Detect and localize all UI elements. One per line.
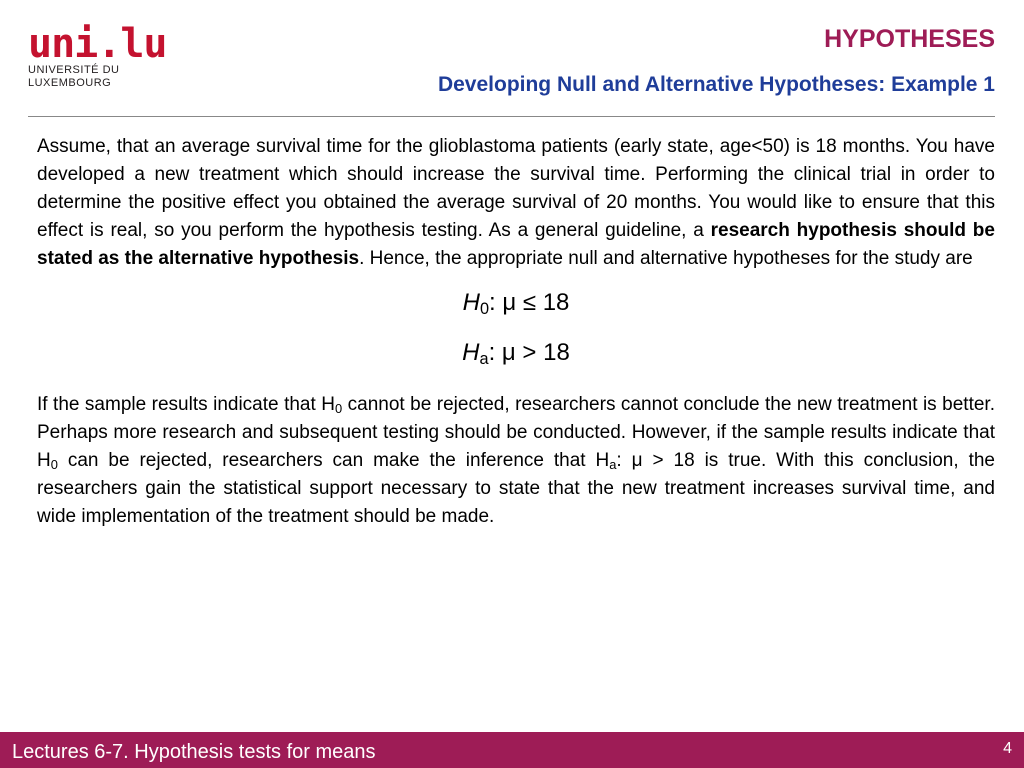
conclusion-text-2: cannot be rejected, researchers cannot conclude the new treatment is better. Perhaps more research and subsequent testing should be conducted. However, if the sample results indicate that H [37, 394, 995, 471]
alternative-hypothesis-formula [37, 337, 995, 369]
slide-content [37, 133, 995, 531]
intro-paragraph [37, 133, 995, 273]
page-number: 4 [1003, 740, 1012, 757]
null-hypothesis-subscript: 0 [479, 300, 490, 319]
conclusion-subscript-2: 0 [50, 457, 58, 473]
conclusion-text-1: If the sample results indicate that H [37, 394, 335, 415]
university-logo [28, 21, 167, 90]
logo-text-line-1: UNIVERSITÉ DU [28, 64, 120, 76]
conclusion-text-4: : μ > 18 is true. With this conclusion, the researchers gain the statistical support necessary to state that the new treatment increases survival time, and wide implementation of the treatment should be made. [37, 450, 995, 527]
slide-title: HYPOTHESES [824, 25, 995, 53]
intro-text-start: Assume, that an average survival time for the glioblastoma patients (early state, age<50) is 18 months. You have developed a new treatment which should increase the survival time. Performing the clinical trial in order to determine the positive effect you obtained the average survival of 20 months. You would like to ensure that this effect is real, so you perform the hypothesis testing. As a general guideline, a [37, 136, 995, 241]
null-hypothesis-statement: : μ ≤ 18 [489, 289, 570, 316]
alternative-hypothesis-statement: : μ > 18 [488, 339, 570, 366]
header-divider [28, 116, 995, 117]
intro-bold-guideline: research hypothesis should be stated as the alternative hypothesis [37, 220, 995, 269]
conclusion-text-3: can be rejected, researchers can make the inference that H [57, 450, 610, 471]
conclusion-subscript-1: 0 [334, 401, 343, 417]
footer-bar [0, 732, 1024, 768]
conclusion-paragraph [37, 391, 995, 531]
slide-subtitle: Developing Null and Alternative Hypotheses: Example 1 [437, 73, 995, 96]
null-hypothesis-symbol: H [462, 289, 480, 316]
alternative-hypothesis-subscript: a [479, 350, 489, 369]
logo-mark: uni.lu [28, 21, 167, 67]
footer-lecture-title: Lectures 6-7. Hypothesis tests for means [12, 741, 376, 763]
conclusion-subscript-3: a [609, 457, 617, 473]
intro-text-end: . Hence, the appropriate null and alternative hypotheses for the study are [359, 248, 973, 269]
logo-text-line-2: LUXEMBOURG [28, 77, 112, 89]
alternative-hypothesis-symbol: H [462, 339, 480, 366]
null-hypothesis-formula [37, 287, 995, 319]
